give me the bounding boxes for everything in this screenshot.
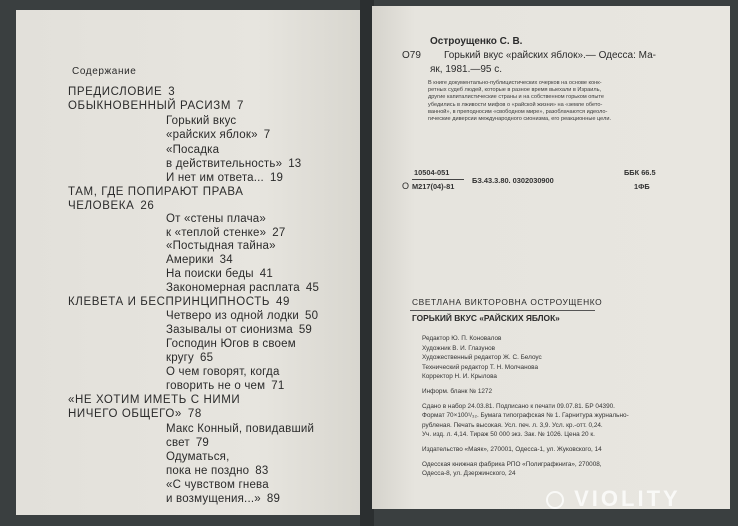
watermark-eye-icon [546,491,564,509]
toc-entry-text: КЛЕВЕТА И БЕСПРИНЦИПНОСТЬ [68,296,271,308]
toc-entry-text: Закономерная расплата [166,282,300,294]
left-page [16,10,361,515]
fraction-line [412,179,464,180]
toc-entry-text: «Постыдная тайна» [166,240,276,252]
toc-entry-text: к «теплой стенке» [166,227,267,239]
toc-entry-text: ЧЕЛОВЕКА [68,200,135,212]
toc-entry [166,380,284,392]
book-title-line-1: Горький вкус «райских яблок».— Одесса: Ма- [444,50,656,61]
toc-entry-text: Одуматься, [166,451,230,463]
toc-heading: Содержание [72,66,137,77]
author-name: Остроущенко С. В. [430,36,523,47]
imprint-line: рубленая. Печать высокая. Усл. печ. л. 3,9. Усл. кр.-отт. 0,24. [422,421,603,429]
imprint-line: Информ. бланк № 1272 [422,387,493,395]
udc-code: О79 [402,50,421,61]
toc-page-number: 34 [219,254,233,266]
watermark: VIOLITY [545,486,681,512]
toc-entry [166,115,236,127]
toc-entry [68,86,175,98]
toc-page-number: 3 [168,86,176,98]
toc-entry-text: пока не поздно [166,465,250,477]
toc-entry [166,493,280,505]
abstract-line: другие капиталистические страны и на собственном горьком опыте [428,94,605,101]
imprint-line: Одесса-8, ул. Дзержинского, 24 [422,470,516,478]
toc-entry-text: «Посадка [166,144,220,156]
abstract-line: ванной», в преподноcим «свободном мире», разоблачаются идеоло- [428,108,608,115]
right-page [372,6,730,509]
toc-page-number: 79 [195,437,210,449]
title-rule [410,310,595,311]
toc-page-number: 41 [259,268,273,280]
toc-entry [68,296,290,308]
toc-entry-text: О чем говорят, когда [166,366,280,378]
toc-entry-text: свет [166,437,190,449]
imprint-line: Редактор Ю. П. Коновалов [422,335,502,342]
toc-entry [68,408,202,420]
toc-entry [166,213,266,225]
toc-entry [166,352,213,364]
toc-entry [166,240,276,252]
toc-entry [166,227,285,239]
toc-entry-text: кругу [166,352,194,364]
toc-entry [166,129,270,141]
toc-page-number: 13 [288,158,302,170]
toc-page-number: 49 [276,296,291,308]
toc-page-number: 19 [269,172,284,184]
imprint-line: Одесская книжная фабрика РПО «Полиграфкнига», 270008, [422,460,602,468]
imprint-line: Сдано в набор 24.03.81. Подписано к печати 09.07.81. БР 04390. [422,402,615,410]
toc-entry-text: «райских яблок» [166,129,258,141]
bbk-code: ББК 66.5 [624,168,656,177]
toc-page-number: 71 [271,380,285,392]
imprint-line: Технический редактор Т. Н. Молчанова [422,363,539,371]
book-title-line-2: як, 1981.—95 с. [430,64,503,75]
classification-o: О [402,181,410,191]
toc-entry [166,479,269,491]
imprint-line: Уч. изд. л. 4,14. Тираж 50 000 экз. Зак. № 1026. Цена 20 к. [422,431,595,439]
toc-entry [166,423,314,435]
toc-page-number: 59 [298,324,313,336]
toc-entry-text: На поиски беды [166,268,254,280]
toc-entry-text: И нет им ответа... [166,172,264,184]
toc-page-number: 26 [140,200,155,212]
toc-entry-text: «НЕ ХОТИМ ИМЕТЬ С НИМИ [68,394,241,406]
toc-page-number: 83 [255,465,269,477]
toc-page-number: 89 [266,493,281,505]
toc-entry [166,451,230,463]
toc-entry [166,268,273,280]
toc-page-number: 45 [305,282,320,294]
toc-entry-text: НИЧЕГО ОБЩЕГО» [68,408,182,420]
toc-entry [68,186,244,198]
abstract [428,80,611,123]
toc-entry [166,254,233,266]
toc-page-number: 65 [200,352,214,364]
toc-entry [166,158,301,170]
toc-entry-text: в действительность» [166,158,283,170]
toc-entry [68,200,154,212]
toc-page-number: 27 [272,227,286,239]
toc-entry-text: Четверо из одной лодки [166,310,299,322]
toc-entry [166,144,219,156]
toc-entry [166,172,283,184]
imprint-line: Художник В. И. Глазунов [422,344,496,352]
abstract-line: В книге документально-публицистических очерков на основе конк- [428,80,602,86]
toc-page-number: 78 [187,408,202,420]
imprint [422,335,629,480]
toc-page-number: 50 [304,310,319,322]
toc-page-number: 7 [263,129,271,141]
bbk-code-2: 1ФБ [634,182,650,191]
classification-denominator: М217(04)-81 [412,182,455,191]
toc-entry [166,282,319,294]
toc-entry [68,394,240,406]
toc-page-number: 7 [237,100,245,112]
abstract-line: убедились в лживости мифов о «райской жизни» на «земле обето- [428,101,603,108]
toc-entry-text: говорить не о чем [166,380,266,392]
toc-entry [166,324,312,336]
abstract-line: ретных судеб людей, которые в разное время выехали в Израиль, [428,87,602,94]
toc-entry [166,310,318,322]
toc-entry [166,465,268,477]
toc-entry-text: ТАМ, ГДЕ ПОПИРАЮТ ПРАВА [68,186,244,198]
toc-entry [166,338,296,350]
imprint-line: Корректор Н. И. Крылова [422,373,497,381]
toc-entry-text: Горький вкус [166,115,237,127]
toc-entry-text: Господин Югов в своем [166,338,296,350]
toc-entry-text: «С чувством гнева [166,479,269,491]
toc-entry-text: От «стены плача» [166,213,266,225]
imprint-line: Художественный редактор Ж. С. Белоус [422,354,542,362]
toc-entry [166,437,209,449]
toc-entry [68,100,244,112]
toc-entry-text: ПРЕДИСЛОВИЕ [68,86,163,98]
toc-entry-text: Америки [166,254,214,266]
toc-entry-text: Макс Конный, повидавший [166,423,315,435]
classification-numerator: 10504-051 [414,168,450,177]
author-full-name: СВЕТЛАНА ВИКТОРОВНА ОСТРОУЩЕНКО [412,297,603,307]
imprint-line: Издательство «Маяк», 270001, Одесса-1, ул. Жуковского, 14 [422,445,602,453]
imprint-line: Формат 70×100¹/₃₂. Бумага типографская № 1. Гарнитура журнально- [422,412,629,420]
book-title-caps: ГОРЬКИЙ ВКУС «РАЙСКИХ ЯБЛОК» [412,313,560,323]
classification-mid: БЗ.43.3.80. 0302030900 [472,176,554,185]
abstract-line: гические диверсии международного сионизма, его реакционные цели. [428,116,612,123]
toc-entry-text: Зазывалы от сионизма [166,324,293,336]
toc-entry-text: ОБЫКНОВЕННЫЙ РАСИЗМ [68,100,232,112]
toc-entry-text: и возмущения...» [166,493,261,505]
toc-entry [166,366,280,378]
